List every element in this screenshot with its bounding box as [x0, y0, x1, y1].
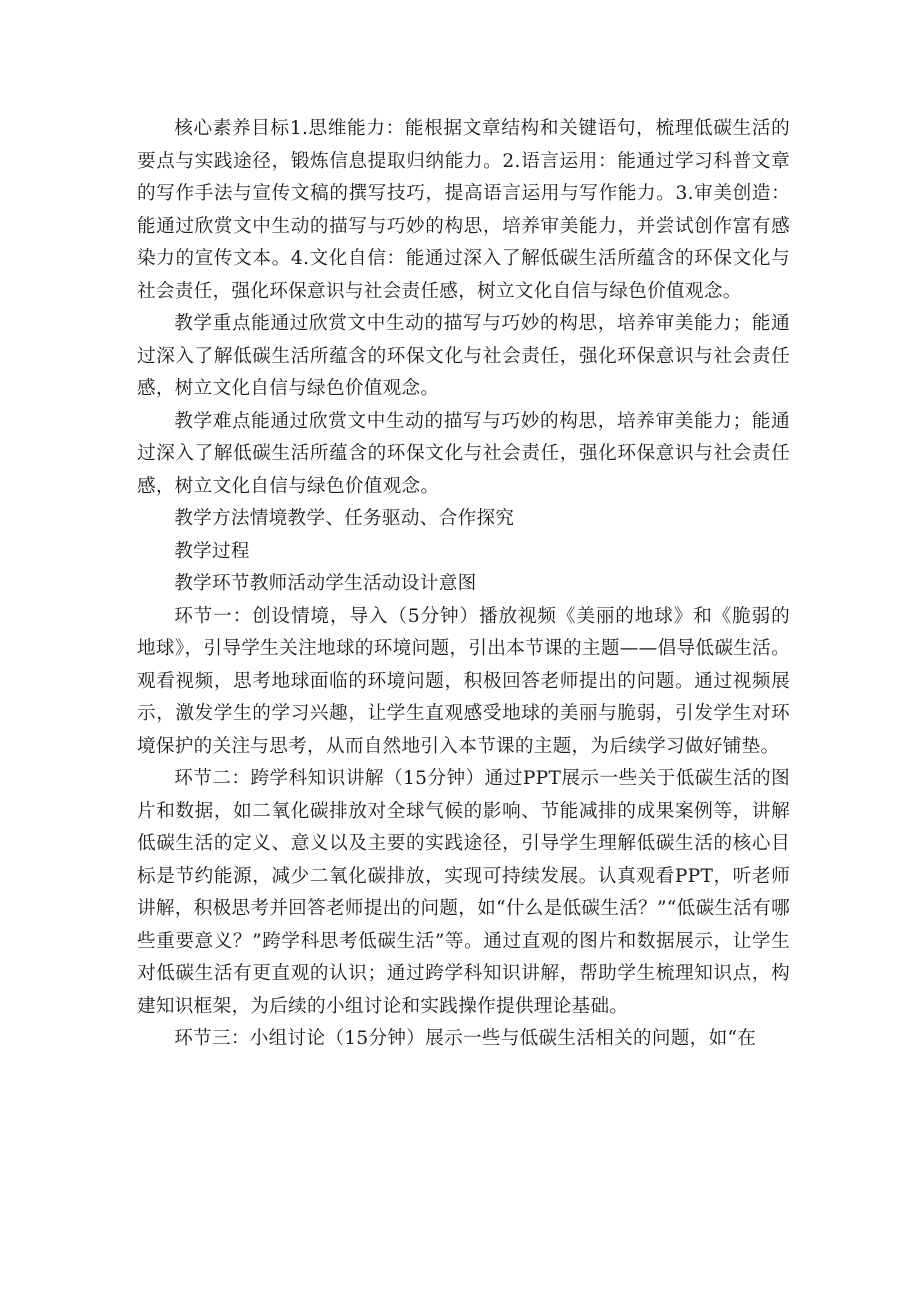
- paragraph-teaching-key-points: 教学重点能通过欣赏文中生动的描写与巧妙的构思，培养审美能力；能通过深入了解低碳生活所蕴含的环保文化与社会责任，强化环保意识与社会责任感，树立文化自信与绿色价值观念。: [137, 313, 790, 399]
- paragraph-teaching-process: 教学过程: [174, 540, 250, 562]
- paragraph-stage-one: 环节一：创设情境，导入（5分钟）播放视频《美丽的地球》和《脆弱的地球》，引导学生关注地球的环境问题，引出本节课的主题——倡导低碳生活。观看视频，思考地球面临的环境问题，积极回答老师提出的问题。通过视频展示，激发学生的学习兴趣，让学生直观感受地球的美丽与脆弱，引发学生对环境保护的关注与思考，从而自然地引入本节课的主题，为后续学习做好铺垫。: [137, 605, 790, 757]
- paragraph-stage-three: 环节三：小组讨论（15分钟）展示一些与低碳生活相关的问题，如“在: [174, 1028, 757, 1049]
- paragraph-core-literacy-goals: 核心素养目标1.思维能力：能根据文章结构和关键语句，梳理低碳生活的要点与实践途径，锻炼信息提取归纳能力。2.语言运用：能通过学习科普文章的写作手法与宣传文稿的撰写技巧，提高语言运用与写作能力。3.审美创造：能通过欣赏文中生动的描写与巧妙的构思，培养审美能力，并尝试创作富有感染力的宣传文本。4.文化自信：能通过深入了解低碳生活所蕴含的环保文化与社会责任，强化环保意识与社会责任感，树立文化自信与绿色价值观念。: [137, 118, 790, 302]
- paragraph-teaching-difficulties: 教学难点能通过欣赏文中生动的描写与巧妙的构思，培养审美能力；能通过深入了解低碳生活所蕴含的环保文化与社会责任，强化环保意识与社会责任感，树立文化自信与绿色价值观念。: [137, 410, 790, 497]
- paragraph-stage-two: 环节二：跨学科知识讲解（15分钟）通过PPT展示一些关于低碳生活的图片和数据，如二氧化碳排放对全球气候的影响、节能减排的成果案例等，讲解低碳生活的定义、意义以及主要的实践途径，引导学生理解低碳生活的核心目标是节约能源，减少二氧化碳排放，实现可持续发展。认真观看PPT，听老师讲解，积极思考并回答老师提出的问题，如“什么是低碳生活？”“低碳生活有哪些重要意义？”跨学科思考低碳生活”等。通过直观的图片和数据展示，让学生对低碳生活有更直观的认识；通过跨学科知识讲解，帮助学生梳理知识点，构建知识框架，为后续的小组讨论和实践操作提供理论基础。: [137, 768, 790, 1017]
- paragraph-table-header: 教学环节教师活动学生活动设计意图: [174, 573, 477, 594]
- paragraph-teaching-methods: 教学方法情境教学、任务驱动、合作探究: [174, 508, 515, 529]
